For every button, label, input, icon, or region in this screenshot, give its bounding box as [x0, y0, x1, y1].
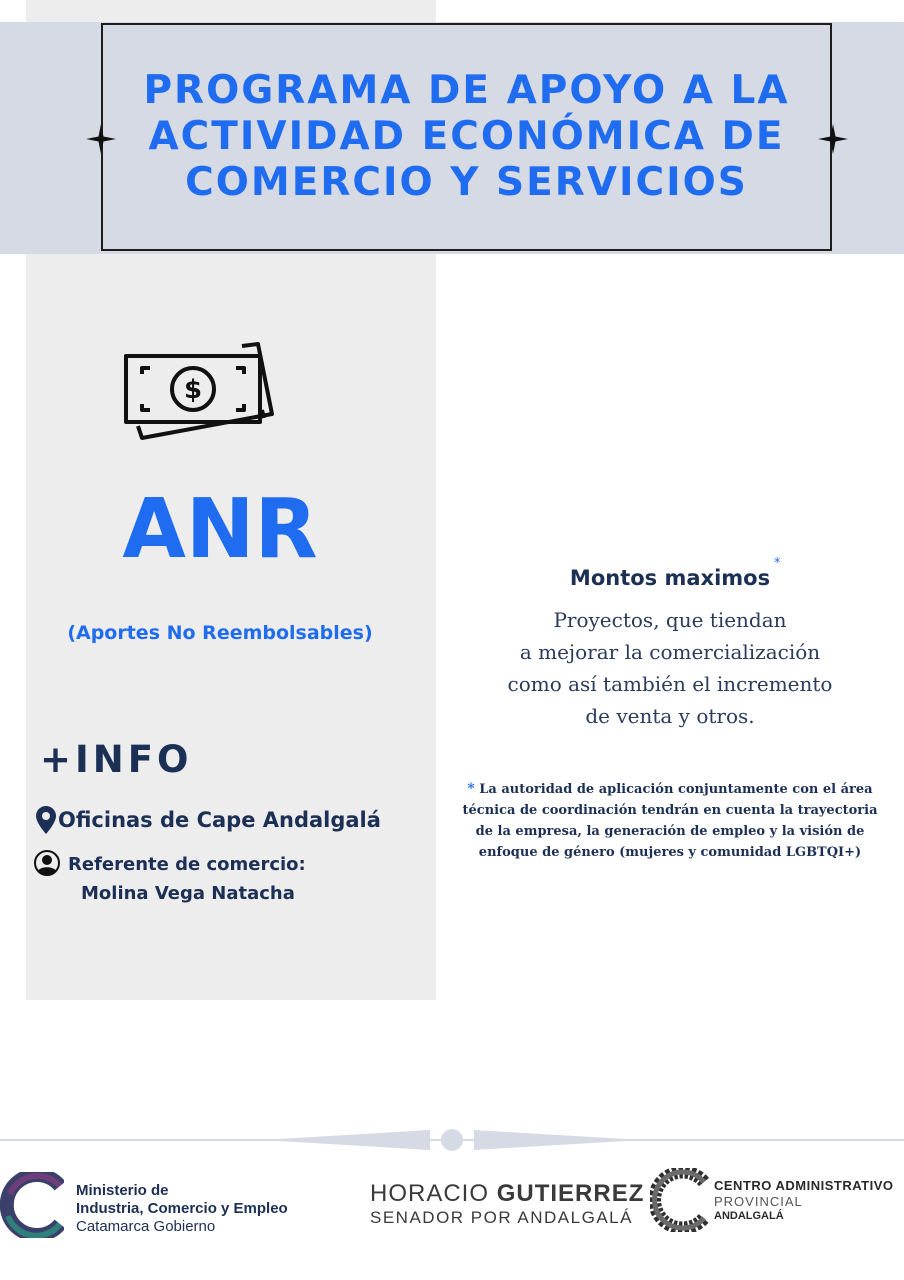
montos-line-4: de venta y otros.: [585, 704, 755, 728]
ministerio-line-2: Industria, Comercio y Empleo: [76, 1200, 288, 1217]
footnote-line-4: enfoque de género (mujeres y comunidad LGBTQI+): [478, 845, 862, 860]
title-line-3: COMERCIO Y SERVICIOS: [185, 160, 748, 205]
footnote: [438, 779, 902, 863]
horacio-last: GUTIERREZ: [496, 1180, 645, 1207]
user-avatar-icon: [34, 850, 60, 876]
office-name: Oficinas de Cape Andalgalá: [58, 808, 381, 832]
cap-line-3: ANDALGALÁ: [714, 1210, 784, 1222]
horacio-role: SENADOR POR ANDALGALÁ: [370, 1208, 633, 1227]
cap-line-2: PROVINCIAL: [714, 1194, 803, 1209]
referent-row: [34, 850, 306, 879]
ministerio-line-3: Catamarca Gobierno: [76, 1218, 216, 1235]
montos-line-3: como así también el incremento: [507, 672, 833, 696]
info-heading: +INFO: [40, 738, 193, 781]
referent-name: Molina Vega Natacha: [81, 883, 295, 904]
montos-title: Montos maximos: [569, 566, 771, 590]
footnote-line-1: La autoridad de aplicación conjuntamente con el área: [479, 782, 873, 797]
cap-emblem-icon: [650, 1168, 710, 1232]
referent-label: Referente de comercio:: [68, 854, 306, 875]
title-line-2: ACTIVIDAD ECONÓMICA DE: [148, 114, 785, 159]
svg-text:$: $: [183, 375, 203, 405]
horacio-logo: [370, 1180, 644, 1228]
footnote-line-2: técnica de coordinación tendrán en cuenta la trayectoria: [462, 803, 878, 818]
location-pin-icon: [36, 806, 56, 834]
title-box: [101, 23, 832, 251]
footer-divider: [0, 1124, 904, 1156]
ministerio-text: [76, 1182, 288, 1236]
page-title: [123, 68, 809, 206]
horacio-name: [370, 1180, 644, 1208]
montos-asterisk: *: [774, 556, 781, 571]
ministerio-logo: [0, 1170, 360, 1242]
footnote-asterisk: *: [467, 781, 475, 797]
cap-text: [714, 1178, 894, 1223]
montos-line-1: Proyectos, que tiendan: [553, 608, 787, 632]
horacio-first: HORACIO: [370, 1180, 497, 1207]
anr-title: ANR: [122, 482, 318, 577]
montos-line-2: a mejorar la comercialización: [519, 640, 821, 664]
ministerio-line-1: Ministerio de: [76, 1182, 169, 1199]
sparkle-icon: [86, 124, 116, 154]
cap-line-1: CENTRO ADMINISTRATIVO: [714, 1178, 894, 1193]
ministerio-emblem-icon: [0, 1172, 64, 1238]
footnote-line-3: de la empresa, la generación de empleo y la visión de: [475, 824, 865, 839]
anr-subtitle: (Aportes No Reembolsables): [67, 622, 373, 644]
cap-logo: [650, 1168, 904, 1234]
title-line-1: PROGRAMA DE APOYO A LA: [143, 68, 790, 113]
montos-description: [440, 604, 900, 732]
sparkle-icon: [818, 124, 848, 154]
money-bill-icon: [122, 338, 278, 444]
office-location: [36, 806, 381, 834]
